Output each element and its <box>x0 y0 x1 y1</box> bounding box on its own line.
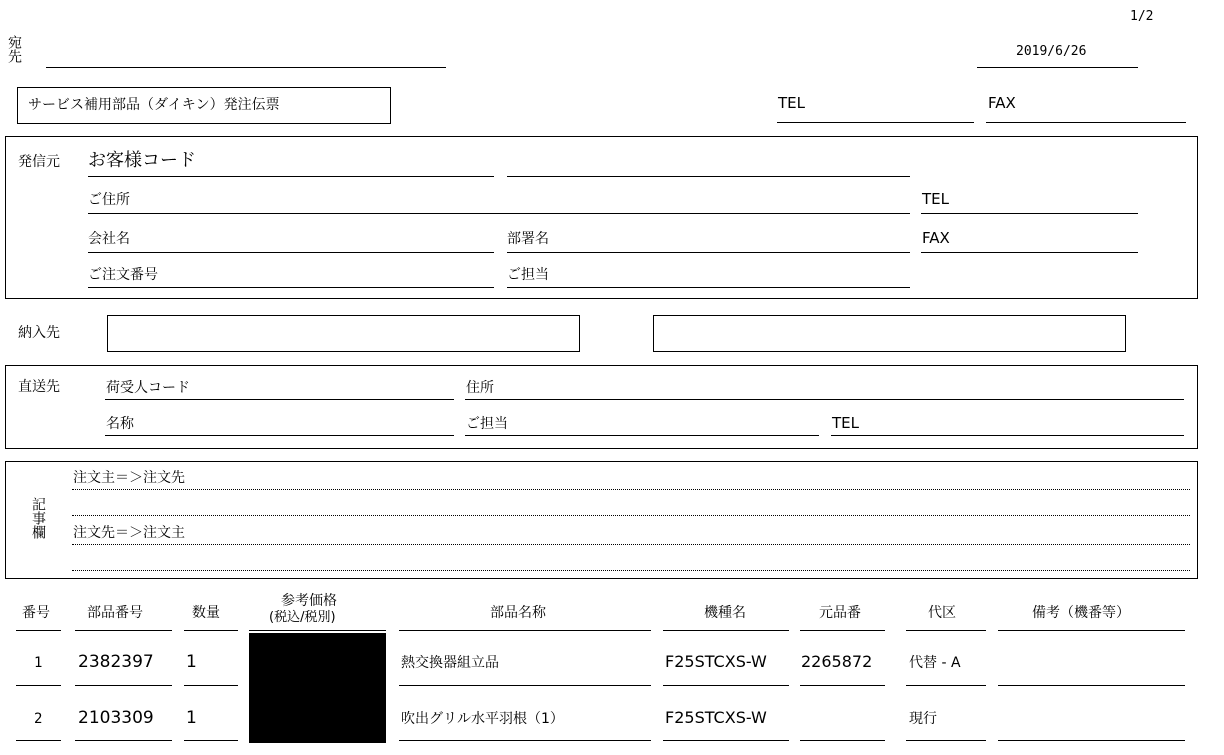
consignee-code-field[interactable] <box>105 399 454 400</box>
row-quantity: 1 <box>186 708 197 728</box>
department-field[interactable] <box>507 252 910 253</box>
header-price-line2: (税込/税別) <box>269 610 336 625</box>
row1-rule-substitution[interactable] <box>906 685 986 686</box>
header-price-line1: 参考価格 <box>281 593 337 609</box>
header-original-part: 元品番 <box>819 605 861 621</box>
row2-rule-part-number[interactable] <box>75 740 172 741</box>
row-substitution: 代替 - A <box>909 655 961 671</box>
row2-rule-original-part[interactable] <box>800 740 885 741</box>
row2-rule-remarks[interactable] <box>998 740 1185 741</box>
direct-tel-label: TEL <box>832 414 859 432</box>
row-no: 1 <box>34 655 43 671</box>
notes-line-2: 注文先＝＞注文主 <box>73 525 185 541</box>
row-model: F25STCXS-W <box>665 652 767 671</box>
direct-ship-label: 直送先 <box>18 379 60 395</box>
header-part-number-rule <box>75 630 172 631</box>
header-remarks: 備考（機番等） <box>1032 605 1130 621</box>
form-title: サービス補用部品（ダイキン）発注伝票 <box>28 97 280 113</box>
order-number-field[interactable] <box>88 287 494 288</box>
notes-dotline-1[interactable] <box>72 489 1190 490</box>
row-no: 2 <box>34 711 43 727</box>
header-remarks-rule <box>998 630 1185 631</box>
consignee-code-label: 荷受人コード <box>106 380 190 396</box>
customer-code-field[interactable] <box>88 176 494 177</box>
row2-rule-substitution[interactable] <box>906 740 986 741</box>
row2-rule-part-name[interactable] <box>399 740 651 741</box>
header-substitution-rule <box>906 630 986 631</box>
header-part-name: 部品名称 <box>490 605 546 621</box>
top-fax-label: FAX <box>988 94 1016 112</box>
notes-dotline-4[interactable] <box>72 570 1190 571</box>
row2-rule-quantity[interactable] <box>184 740 238 741</box>
direct-name-field[interactable] <box>105 435 454 436</box>
company-field[interactable] <box>88 252 494 253</box>
delivery-field-2[interactable] <box>653 315 1126 352</box>
order-number-label: ご注文番号 <box>88 267 158 283</box>
direct-contact-field[interactable] <box>465 435 819 436</box>
page-number: 1/2 <box>1130 9 1154 24</box>
department-label: 部署名 <box>507 231 549 247</box>
row-original-part: 2265872 <box>801 652 873 671</box>
redacted-price-block <box>249 633 386 743</box>
customer-code-label: お客様コード <box>88 150 196 171</box>
row1-rule-part-name[interactable] <box>399 685 651 686</box>
row2-rule-no <box>16 740 61 741</box>
sender-tel-label: TEL <box>922 190 949 208</box>
direct-address-field[interactable] <box>465 399 1184 400</box>
row-part-number: 2103309 <box>78 708 154 728</box>
recipient-label: 宛先 <box>6 35 22 63</box>
top-tel-field[interactable] <box>777 122 974 123</box>
row1-rule-part-number[interactable] <box>75 685 172 686</box>
row1-rule-remarks[interactable] <box>998 685 1185 686</box>
notes-dotline-2[interactable] <box>72 515 1190 516</box>
customer-code-field-2[interactable] <box>507 176 910 177</box>
row2-rule-model[interactable] <box>663 740 789 741</box>
top-tel-label: TEL <box>778 94 805 112</box>
sender-contact-label: ご担当 <box>507 267 549 283</box>
sender-tel-field[interactable] <box>921 213 1138 214</box>
row1-rule-model[interactable] <box>663 685 789 686</box>
delivery-field-1[interactable] <box>107 315 580 352</box>
direct-name-label: 名称 <box>106 416 134 432</box>
sender-address-label: ご住所 <box>88 192 130 208</box>
sender-address-field[interactable] <box>88 213 910 214</box>
direct-ship-section <box>5 365 1198 449</box>
form-title-box <box>17 87 391 124</box>
notes-line-1: 注文主＝＞注文先 <box>73 470 185 486</box>
row-substitution: 現行 <box>909 711 937 727</box>
row-quantity: 1 <box>186 652 197 672</box>
sender-fax-label: FAX <box>922 229 950 247</box>
header-model: 機種名 <box>704 605 746 621</box>
header-model-rule <box>663 630 789 631</box>
header-no-rule <box>16 630 61 631</box>
header-part-number: 部品番号 <box>87 605 143 621</box>
row-part-name: 熱交換器組立品 <box>401 655 499 671</box>
row-model: F25STCXS-W <box>665 708 767 727</box>
row1-rule-quantity[interactable] <box>184 685 238 686</box>
top-fax-field[interactable] <box>986 122 1186 123</box>
notes-label: 記事欄 <box>30 497 46 539</box>
header-part-name-rule <box>399 630 651 631</box>
header-substitution: 代区 <box>928 605 956 621</box>
row1-rule-no <box>16 685 61 686</box>
direct-contact-label: ご担当 <box>466 416 508 432</box>
document-date: 2019/6/26 <box>1016 44 1087 59</box>
row-part-name: 吹出グリル水平羽根（1） <box>401 711 564 727</box>
direct-address-label: 住所 <box>466 380 494 396</box>
row-part-number: 2382397 <box>78 652 154 672</box>
header-no: 番号 <box>22 605 50 621</box>
header-quantity: 数量 <box>192 605 220 621</box>
direct-tel-field[interactable] <box>831 435 1184 436</box>
header-price-rule <box>249 630 386 631</box>
date-underline <box>977 67 1138 68</box>
company-label: 会社名 <box>88 231 130 247</box>
recipient-field[interactable] <box>46 67 446 68</box>
delivery-label: 納入先 <box>18 325 60 341</box>
sender-fax-field[interactable] <box>921 252 1138 253</box>
sender-label: 発信元 <box>18 154 60 170</box>
notes-dotline-3[interactable] <box>72 544 1190 545</box>
sender-contact-field[interactable] <box>507 287 910 288</box>
header-original-part-rule <box>800 630 885 631</box>
row1-rule-original-part[interactable] <box>800 685 885 686</box>
header-quantity-rule <box>184 630 238 631</box>
